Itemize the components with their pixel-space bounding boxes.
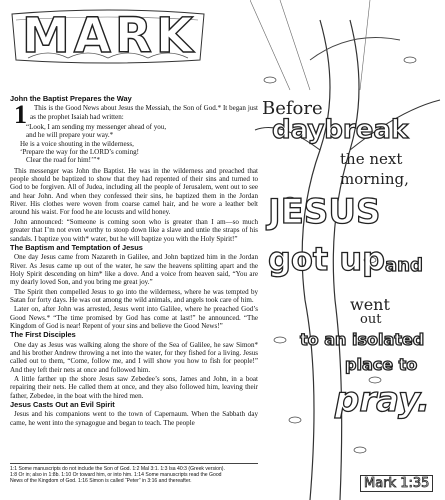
footnote-line: 1:8 Or in; also in 1:8b. 1:10 Or toward him, or into him. 1:14 Some manuscripts read the Good — [10, 472, 222, 479]
section-heading: The Baptism and Temptation of Jesus — [10, 242, 143, 252]
art-text-to-an-isolated: to an isolated — [300, 330, 425, 349]
paragraph: Jesus and his companions went to the town of Capernaum. When the Sabbath day came, he went into the synagogue and began to teach. The people — [10, 410, 258, 427]
paragraph: John announced: “Someone is coming soon who is greater than I am—so much greater that I’m not even worthy to stoop down like a slave and untie the straps of his sandals. I baptize you with* water, but he will baptize you with the Holy Spirit!” — [10, 217, 258, 243]
poem-line: and he will prepare your way.* — [26, 131, 114, 140]
chapter-number: 1 — [14, 100, 27, 130]
poem-line: ‘Prepare the way for the LORD’s coming! — [20, 148, 139, 157]
paragraph: One day as Jesus was walking along the shore of the Sea of Galilee, he saw Simon* and his brother Andrew throwing a net into the water, for they fished for a living. Jesus called out to them, “Come, follow me, and I will show you how to fish for people!” And they left their nets at once and followed him. — [10, 340, 258, 374]
art-text-and: and — [385, 255, 423, 276]
art-text-out: out — [360, 312, 382, 327]
poem-line: “Look, I am sending my messenger ahead of you, — [26, 123, 167, 132]
poem-line: He is a voice shouting in the wilderness, — [20, 139, 134, 148]
isaiah-quote — [20, 123, 258, 165]
art-text-daybreak: daybreak — [272, 115, 409, 145]
book-title: MARK — [22, 8, 198, 64]
paragraph: A little farther up the shore Jesus saw Zebedee’s sons, James and John, in a boat repairing their nets. He called them at once, and they also followed him, leaving their father, Zebedee, in the boat with the hired men. — [10, 375, 258, 400]
paragraph: The Spirit then compelled Jesus to go into the wilderness, where he was tempted by Satan for forty days. He was out among the wild animals, and angels took care of him. — [10, 287, 258, 304]
art-text-jesus: JESUS — [268, 192, 381, 232]
paragraph: Later on, after John was arrested, Jesus went into Galilee, where he preached God’s Good News.* “The time promised by God has come at last!” he announced. “The Kingdom of God is near! Repent of your sins and believe the Good News!” — [10, 305, 258, 330]
verse-reference: Mark 1:35 — [360, 475, 433, 492]
footnotes — [10, 463, 258, 484]
poem-line: Clear the road for him!’”* — [26, 156, 100, 165]
intro-text: This is the Good News about Jesus the Messiah, the Son of God.* It began just as the prophet Isaiah had written: — [30, 104, 258, 121]
art-text-pray: pray. — [335, 380, 430, 420]
art-text-morning: morning, — [340, 170, 409, 188]
scripture-column — [10, 94, 258, 428]
section-heading: John the Baptist Prepares the Way — [10, 94, 132, 103]
art-text-went: went — [350, 295, 390, 314]
section-heading: The First Disciples — [10, 330, 76, 340]
art-text-before: Before — [262, 98, 323, 119]
footnote-line: News of the Kingdom of God. 1:16 Simon is called “Peter” in 3:16 and thereafter. — [10, 478, 192, 485]
section-heading: Jesus Casts Out an Evil Spirit — [10, 400, 115, 410]
art-text-got-up: got up — [268, 240, 386, 278]
paragraph: This messenger was John the Baptist. He was in the wilderness and preached that people should be baptized to show that they had repented of their sins and turned to God to be forgiven. All of Judea, including all the people of Jerusalem, went out to see and hear John. And when they confessed their sins, he baptized them in the Jordan River. His clothes were woven from coarse camel hair, and he wore a leather belt around his waist. For food he ate locusts and wild honey. — [10, 166, 258, 217]
title-banner — [8, 6, 198, 64]
paragraph: One day Jesus came from Nazareth in Galilee, and John baptized him in the Jordan River. As Jesus came up out of the water, he saw the heavens splitting apart and the Holy Spirit descending on him* like a dove. And a voice from heaven said, “You are my dearly loved Son, and you bring me great joy.” — [10, 253, 258, 287]
footnote-line: 1:1 Some manuscripts do not include the Son of God. 1:2 Mal 3:1. 1:3 Isa 40:3 (Greek version). — [10, 466, 225, 472]
art-text-the-next: the next — [340, 150, 403, 168]
art-text-place-to: place to — [345, 355, 418, 374]
